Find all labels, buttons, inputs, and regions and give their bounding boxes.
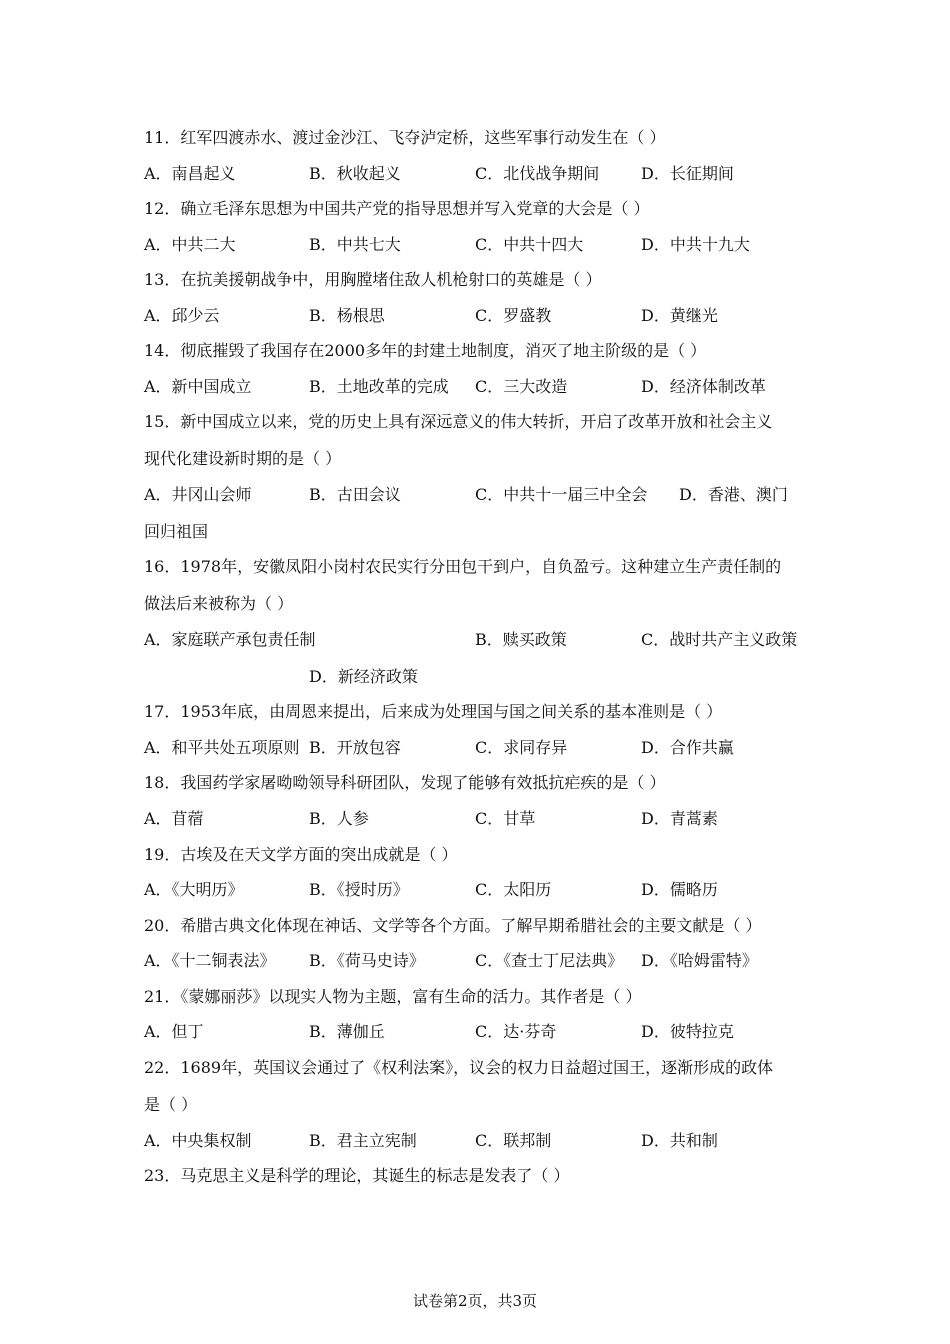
question-11-text: 11．红军四渡赤水、渡过金沙江、飞夺泸定桥，这些军事行动发生在（ ） [144, 128, 666, 147]
question-11-options [144, 164, 824, 184]
option-d: D．长征期间 [641, 164, 734, 183]
option-d: D．共和制 [641, 1131, 718, 1150]
option-c: C．《查士丁尼法典》 [475, 951, 624, 970]
option-a: A．中央集权制 [144, 1131, 252, 1150]
option-c: C．北伐战争期间 [475, 164, 600, 183]
option-a: A．中共二大 [144, 235, 236, 254]
option-d: D．新经济政策 [309, 667, 418, 686]
option-d: D．彼特拉克 [641, 1022, 734, 1041]
option-b: B．赎买政策 [475, 630, 567, 649]
question-21-text: 21．《蒙娜丽莎》以现实人物为主题，富有生命的活力。其作者是（ ） [144, 987, 642, 1006]
option-a: A．南昌起义 [144, 164, 236, 183]
page-footer: 试卷第2页，共3页 [412, 1292, 538, 1310]
option-c: C．战时共产主义政策 [641, 630, 798, 649]
option-d: D．黄继光 [641, 306, 718, 325]
question-20-text: 20．希腊古典文化体现在神话、文学等各个方面。了解早期希腊社会的主要文献是（ ） [144, 916, 762, 935]
question-18-options [144, 809, 824, 829]
option-a: A．苜蓿 [144, 809, 204, 828]
question-19-text: 19．古埃及在天文学方面的突出成就是（ ） [144, 845, 458, 864]
option-b: B．君主立宪制 [309, 1131, 417, 1150]
option-b: B．中共七大 [309, 235, 401, 254]
option-c: C．甘草 [475, 809, 536, 828]
question-16-text-cont: 做法后来被称为（ ） [144, 594, 294, 613]
option-a: A．邱少云 [144, 306, 220, 325]
question-15-text: 15．新中国成立以来，党的历史上具有深远意义的伟大转折，开启了改革开放和社会主义 [144, 412, 773, 431]
option-d: D．香港、澳门 [679, 485, 788, 504]
question-22-options [144, 1131, 824, 1151]
question-16-text: 16．1978年，安徽凤阳小岗村农民实行分田包干到户，自负盈亏。这种建立生产责任制的 [144, 557, 782, 576]
option-b: B．《授时历》 [309, 880, 409, 899]
option-c: C．中共十一届三中全会 [475, 485, 648, 504]
question-16-options-row2 [144, 667, 824, 687]
question-18-text: 18．我国药学家屠呦呦领导科研团队，发现了能够有效抵抗疟疾的是（ ） [144, 773, 666, 792]
question-14-options [144, 377, 824, 397]
question-22-text-cont: 是（ ） [144, 1095, 198, 1114]
option-d: D．经济体制改革 [641, 377, 766, 396]
question-23-text: 23．马克思主义是科学的理论，其诞生的标志是发表了（ ） [144, 1166, 570, 1185]
option-d: D．中共十九大 [641, 235, 750, 254]
question-17-text: 17．1953年底，由周恩来提出，后来成为处理国与国之间关系的基本准则是（ ） [144, 702, 723, 721]
option-d: D．青蒿素 [641, 809, 718, 828]
question-19-options [144, 880, 824, 900]
option-c: C．联邦制 [475, 1131, 552, 1150]
option-b: B．杨根思 [309, 306, 385, 325]
option-b: B．开放包容 [309, 738, 401, 757]
option-d: D．《哈姆雷特》 [641, 951, 758, 970]
option-a: A．新中国成立 [144, 377, 252, 396]
option-c: C．求同存异 [475, 738, 568, 757]
option-b: B．《荷马史诗》 [309, 951, 425, 970]
option-d-continuation: 回归祖国 [144, 522, 209, 541]
question-21-options [144, 1022, 824, 1042]
option-a: A．家庭联产承包责任制 [144, 630, 316, 649]
option-b: B．薄伽丘 [309, 1022, 385, 1041]
question-13-options [144, 306, 824, 326]
question-15-text-cont: 现代化建设新时期的是（ ） [144, 449, 342, 468]
question-17-options [144, 738, 824, 758]
option-d: D．合作共赢 [641, 738, 734, 757]
question-20-options [144, 951, 824, 971]
question-15-options [144, 485, 824, 505]
question-12-text: 12．确立毛泽东思想为中国共产党的指导思想并写入党章的大会是（ ） [144, 199, 650, 218]
option-c: C．罗盛教 [475, 306, 552, 325]
option-a: A．但丁 [144, 1022, 204, 1041]
option-a: A．井冈山会师 [144, 485, 252, 504]
question-22-text: 22．1689年，英国议会通过了《权利法案》，议会的权力日益超过国王，逐渐形成的政体 [144, 1058, 774, 1077]
option-b: B．秋收起义 [309, 164, 401, 183]
option-a: A．和平共处五项原则 [144, 738, 300, 757]
option-c: C．三大改造 [475, 377, 568, 396]
option-c: C．中共十四大 [475, 235, 584, 254]
option-a: A．《大明历》 [144, 880, 244, 899]
question-14-text: 14．彻底摧毁了我国存在2000多年的封建土地制度，消灭了地主阶级的是（ ） [144, 341, 707, 360]
option-c: C．太阳历 [475, 880, 552, 899]
option-b: B．人参 [309, 809, 369, 828]
option-b: B．古田会议 [309, 485, 401, 504]
option-c: C．达·芬奇 [475, 1022, 557, 1041]
question-13-text: 13．在抗美援朝战争中，用胸膛堵住敌人机枪射口的英雄是（ ） [144, 270, 602, 289]
question-16-options [144, 630, 824, 650]
option-a: A．《十二铜表法》 [144, 951, 276, 970]
question-12-options [144, 235, 824, 255]
option-d: D．儒略历 [641, 880, 718, 899]
option-b: B．土地改革的完成 [309, 377, 449, 396]
